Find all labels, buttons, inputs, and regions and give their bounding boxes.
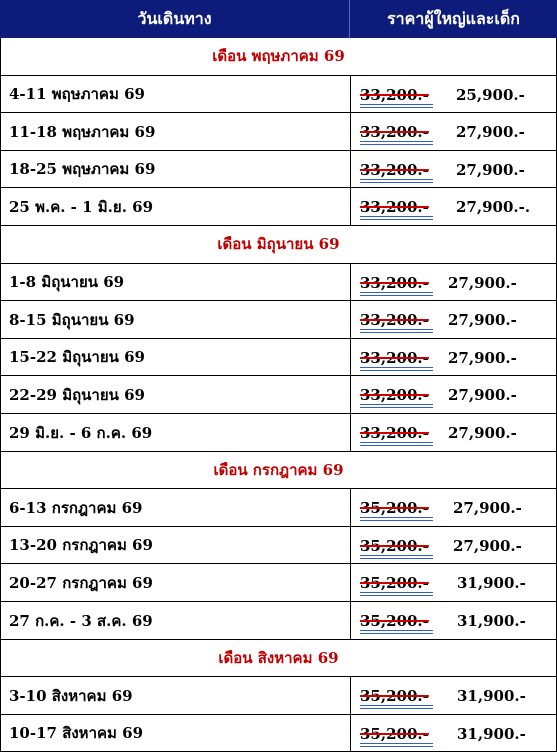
travel-date: 13-20 กรกฎาคม 69 <box>1 527 351 564</box>
table-row <box>0 564 557 602</box>
new-price: 27,900.- <box>456 160 525 179</box>
travel-date: 8-15 มิถุนายน 69 <box>1 301 351 338</box>
new-price: 27,900.- <box>448 311 517 330</box>
table-row <box>0 715 557 753</box>
travel-date: 1-8 มิถุนายน 69 <box>1 264 351 301</box>
table-row <box>0 527 557 565</box>
travel-date: 18-25 พฤษภาคม 69 <box>1 151 351 188</box>
table-row <box>0 113 557 151</box>
table-row <box>0 489 557 527</box>
old-price: 33,200.- <box>360 273 429 292</box>
new-price: 31,900.- <box>457 687 526 706</box>
header-price: ราคาผู้ใหญ่และเด็ก <box>387 8 520 28</box>
new-price: 25,900.- <box>456 85 525 104</box>
new-price: 27,900.- <box>448 273 517 292</box>
new-price: 27,900.- <box>453 536 522 555</box>
travel-date: 11-18 พฤษภาคม 69 <box>1 113 351 150</box>
new-price: 27,900.- <box>448 424 517 442</box>
table-row <box>0 414 557 452</box>
new-price: 31,900.- <box>457 724 526 743</box>
travel-date: 4-11 พฤษภาคม 69 <box>1 76 351 113</box>
travel-date: 20-27 กรกฎาคม 69 <box>1 564 351 601</box>
old-price: 35,200.- <box>360 612 429 630</box>
old-price: 33,200.- <box>360 85 429 104</box>
table-row <box>0 151 557 189</box>
travel-date: 27 ก.ค. - 3 ส.ค. 69 <box>1 602 351 639</box>
table-row <box>0 188 557 226</box>
new-price: 31,900.- <box>457 574 526 593</box>
travel-date: 25 พ.ค. - 1 มิ.ย. 69 <box>1 188 351 225</box>
old-price: 35,200.- <box>360 499 429 518</box>
table-row <box>0 339 557 377</box>
old-price: 33,200.- <box>360 198 429 217</box>
old-price: 33,200.- <box>360 123 429 142</box>
old-price: 35,200.- <box>360 536 429 555</box>
table-header <box>0 0 557 38</box>
header-date: วันเดินทาง <box>0 0 350 38</box>
month-header-row: เดือน พฤษภาคม 69 <box>0 38 557 76</box>
new-price: 27,900.- <box>448 348 517 367</box>
old-price: 33,200.- <box>360 160 429 179</box>
old-price: 35,200.- <box>360 724 429 743</box>
old-price: 35,200.- <box>360 574 429 593</box>
new-price: 31,900.- <box>457 612 526 630</box>
month-header-row: เดือน สิงหาคม 69 <box>0 640 557 678</box>
old-price: 35,200.- <box>360 687 429 706</box>
table-row <box>0 376 557 414</box>
table-row <box>0 76 557 114</box>
new-price: 27,900.- <box>456 123 525 142</box>
travel-date: 3-10 สิงหาคม 69 <box>1 677 351 714</box>
new-price: 27,900.-. <box>456 198 531 217</box>
travel-date: 15-22 มิถุนายน 69 <box>1 339 351 376</box>
travel-date: 29 มิ.ย. - 6 ก.ค. 69 <box>1 414 351 451</box>
travel-date: 10-17 สิงหาคม 69 <box>1 715 351 752</box>
table-row <box>0 677 557 715</box>
travel-date: 6-13 กรกฎาคม 69 <box>1 489 351 526</box>
month-header-row: เดือน มิถุนายน 69 <box>0 226 557 264</box>
new-price: 27,900.- <box>453 499 522 518</box>
new-price: 27,900.- <box>448 386 517 405</box>
old-price: 33,200.- <box>360 386 429 405</box>
table-row <box>0 264 557 302</box>
old-price: 33,200.- <box>360 348 429 367</box>
old-price: 33,200.- <box>360 311 429 330</box>
travel-date: 22-29 มิถุนายน 69 <box>1 376 351 413</box>
old-price: 33,200.- <box>360 424 429 442</box>
table-row <box>0 602 557 640</box>
table-row <box>0 301 557 339</box>
month-header-row: เดือน กรกฎาคม 69 <box>0 452 557 490</box>
